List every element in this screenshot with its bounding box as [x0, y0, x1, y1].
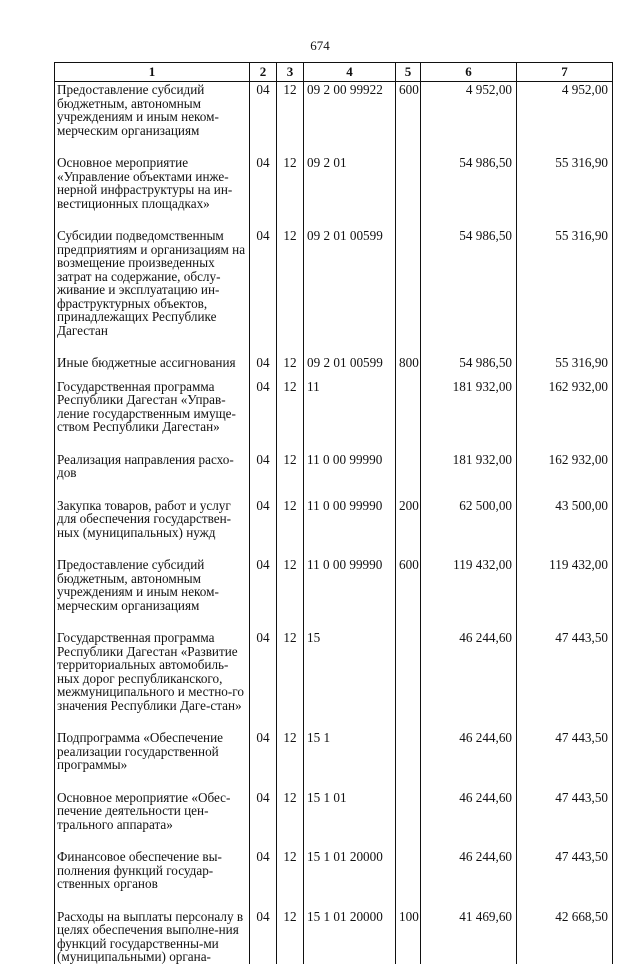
row-amount-year1-cell: 46 244,60: [421, 631, 517, 731]
row-expense-type-cell: 100: [396, 910, 421, 964]
row-expense-type-cell: [396, 229, 421, 356]
row-expense-type-cell: [396, 156, 421, 229]
row-amount-year1-cell: 54 986,50: [421, 356, 517, 380]
table-row: [55, 156, 613, 229]
row-name-cell: Предоставление субсидий бюджетным, автономным учреждениям и иным неком-мерческим организациям: [55, 558, 250, 631]
table-row: [55, 558, 613, 631]
header-col-2: 2: [250, 63, 277, 82]
row-target-article-cell: 15 1 01 20000: [304, 910, 396, 964]
row-expense-type-cell: [396, 631, 421, 731]
row-amount-year2-cell: 47 443,50: [517, 731, 613, 791]
row-subsection-cell: 12: [277, 558, 304, 631]
header-col-7: 7: [517, 63, 613, 82]
row-amount-year1-cell: 119 432,00: [421, 558, 517, 631]
row-amount-year2-cell: 47 443,50: [517, 631, 613, 731]
row-expense-type-cell: [396, 791, 421, 851]
row-amount-year2-cell: 55 316,90: [517, 229, 613, 356]
row-amount-year1-cell: 181 932,00: [421, 453, 517, 499]
row-target-article-cell: 11 0 00 99990: [304, 558, 396, 631]
header-col-3: 3: [277, 63, 304, 82]
row-subsection-cell: 12: [277, 499, 304, 559]
header-col-6: 6: [421, 63, 517, 82]
row-subsection-cell: 12: [277, 356, 304, 380]
row-expense-type-cell: 600: [396, 82, 421, 157]
row-subsection-cell: 12: [277, 156, 304, 229]
row-amount-year1-cell: 41 469,60: [421, 910, 517, 964]
row-section-cell: 04: [250, 631, 277, 731]
row-amount-year2-cell: 43 500,00: [517, 499, 613, 559]
row-expense-type-cell: [396, 850, 421, 910]
row-target-article-cell: 09 2 01 00599: [304, 356, 396, 380]
table-row: [55, 791, 613, 851]
row-target-article-cell: 09 2 01: [304, 156, 396, 229]
row-expense-type-cell: 800: [396, 356, 421, 380]
table-row: [55, 380, 613, 453]
row-name-cell: Предоставление субсидий бюджетным, автономным учреждениям и иным неком-мерческим организациям: [55, 82, 250, 157]
row-section-cell: 04: [250, 229, 277, 356]
table-row: [55, 82, 613, 157]
row-amount-year1-cell: 54 986,50: [421, 229, 517, 356]
row-subsection-cell: 12: [277, 791, 304, 851]
row-name-cell: Основное мероприятие «Управление объектами инже-нерной инфраструктуры на ин-вестиционных площадках»: [55, 156, 250, 229]
row-section-cell: 04: [250, 558, 277, 631]
row-target-article-cell: 15 1 01 20000: [304, 850, 396, 910]
row-amount-year2-cell: 119 432,00: [517, 558, 613, 631]
table-row: [55, 850, 613, 910]
row-section-cell: 04: [250, 380, 277, 453]
row-name-cell: Субсидии подведомственным предприятиям и организациям на возмещение произведенных затрат на содержание, обслу-живание и эксплуатацию ин-фраструктурных объектов, принадлежащих Республике Дагестан: [55, 229, 250, 356]
row-target-article-cell: 11 0 00 99990: [304, 499, 396, 559]
budget-table: [54, 62, 613, 964]
table-row: [55, 499, 613, 559]
row-amount-year2-cell: 4 952,00: [517, 82, 613, 157]
header-col-5: 5: [396, 63, 421, 82]
table-row: [55, 731, 613, 791]
row-target-article-cell: 15 1: [304, 731, 396, 791]
row-name-cell: Подпрограмма «Обеспечение реализации государственной программы»: [55, 731, 250, 791]
row-amount-year2-cell: 47 443,50: [517, 791, 613, 851]
page-number: 674: [310, 38, 330, 53]
row-name-cell: Основное мероприятие «Обес-печение деятельности цен-трального аппарата»: [55, 791, 250, 851]
row-amount-year1-cell: 62 500,00: [421, 499, 517, 559]
header-col-4: 4: [304, 63, 396, 82]
row-name-cell: Финансовое обеспечение вы-полнения функций государ-ственных органов: [55, 850, 250, 910]
table-body: [55, 82, 613, 964]
row-section-cell: 04: [250, 850, 277, 910]
row-amount-year1-cell: 181 932,00: [421, 380, 517, 453]
row-name-cell: Государственная программа Республики Дагестан «Управ-ление государственным имуще-ством Республики Дагестан»: [55, 380, 250, 453]
row-section-cell: 04: [250, 499, 277, 559]
table-row: [55, 356, 613, 380]
row-subsection-cell: 12: [277, 380, 304, 453]
row-section-cell: 04: [250, 910, 277, 964]
table-header-row: [55, 63, 613, 82]
row-expense-type-cell: 200: [396, 499, 421, 559]
row-target-article-cell: 15: [304, 631, 396, 731]
row-target-article-cell: 11: [304, 380, 396, 453]
row-target-article-cell: 15 1 01: [304, 791, 396, 851]
row-subsection-cell: 12: [277, 631, 304, 731]
row-amount-year1-cell: 46 244,60: [421, 850, 517, 910]
row-name-cell: Расходы на выплаты персоналу в целях обеспечения выполне-ния функций государственны-ми (муниципальными) органа-: [55, 910, 250, 964]
row-subsection-cell: 12: [277, 850, 304, 910]
header-col-1: 1: [55, 63, 250, 82]
row-expense-type-cell: [396, 380, 421, 453]
row-section-cell: 04: [250, 156, 277, 229]
row-amount-year2-cell: 42 668,50: [517, 910, 613, 964]
table-row: [55, 910, 613, 964]
row-expense-type-cell: 600: [396, 558, 421, 631]
row-subsection-cell: 12: [277, 229, 304, 356]
row-amount-year2-cell: 47 443,50: [517, 850, 613, 910]
row-amount-year1-cell: 46 244,60: [421, 791, 517, 851]
row-subsection-cell: 12: [277, 731, 304, 791]
row-amount-year2-cell: 55 316,90: [517, 156, 613, 229]
row-amount-year2-cell: 55 316,90: [517, 356, 613, 380]
row-section-cell: 04: [250, 453, 277, 499]
table-row: [55, 229, 613, 356]
row-expense-type-cell: [396, 731, 421, 791]
row-subsection-cell: 12: [277, 453, 304, 499]
row-target-article-cell: 11 0 00 99990: [304, 453, 396, 499]
row-target-article-cell: 09 2 00 99922: [304, 82, 396, 157]
row-name-cell: Государственная программа Республики Дагестан «Развитие территориальных автомобиль-ных дорог республиканского, межмуниципального и местно-го значения Республики Даге-стан»: [55, 631, 250, 731]
row-section-cell: 04: [250, 82, 277, 157]
row-amount-year2-cell: 162 932,00: [517, 453, 613, 499]
table-row: [55, 631, 613, 731]
row-section-cell: 04: [250, 791, 277, 851]
row-amount-year1-cell: 46 244,60: [421, 731, 517, 791]
row-expense-type-cell: [396, 453, 421, 499]
table-row: [55, 453, 613, 499]
row-section-cell: 04: [250, 356, 277, 380]
row-amount-year2-cell: 162 932,00: [517, 380, 613, 453]
row-section-cell: 04: [250, 731, 277, 791]
row-amount-year1-cell: 4 952,00: [421, 82, 517, 157]
row-name-cell: Реализация направления расхо-дов: [55, 453, 250, 499]
row-amount-year1-cell: 54 986,50: [421, 156, 517, 229]
row-target-article-cell: 09 2 01 00599: [304, 229, 396, 356]
row-subsection-cell: 12: [277, 910, 304, 964]
row-name-cell: Иные бюджетные ассигнования: [55, 356, 250, 380]
row-name-cell: Закупка товаров, работ и услуг для обеспечения государствен-ных (муниципальных) нужд: [55, 499, 250, 559]
row-subsection-cell: 12: [277, 82, 304, 157]
